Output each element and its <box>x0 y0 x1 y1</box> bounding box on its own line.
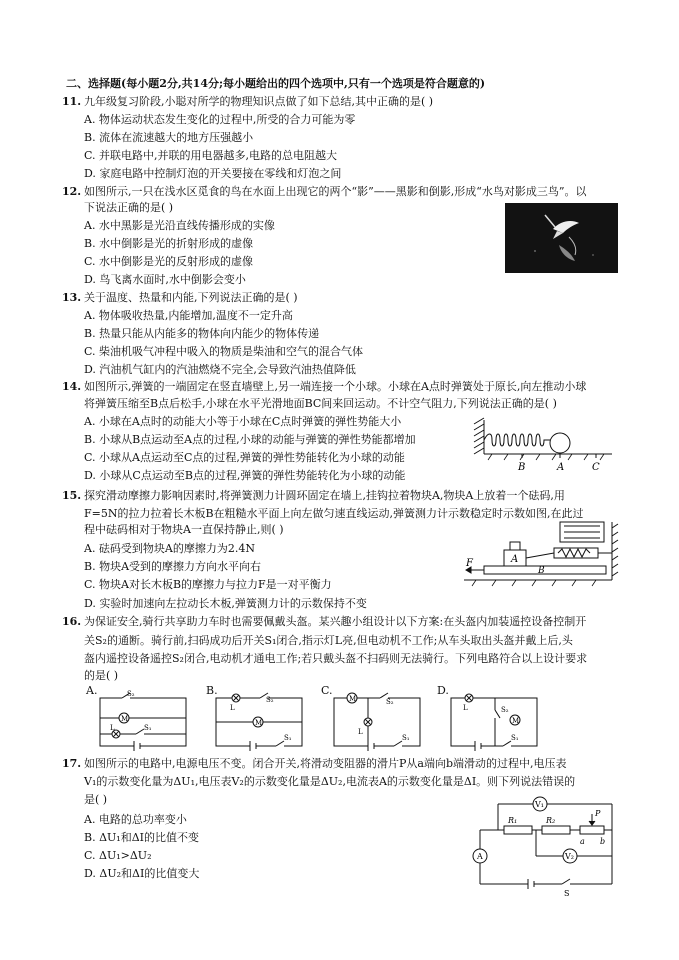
q12-option-c: C. 水中倒影是光的反射形成的虚像 <box>84 255 254 268</box>
q11-option-d: D. 家庭电路中控制灯泡的开关要接在零线和灯泡之间 <box>84 167 342 180</box>
q11-option-a: A. 物体运动状态发生变化的过程中,所受的合力可能为零 <box>84 113 356 126</box>
q16a-label-s1: S₁ <box>144 724 152 732</box>
q14-label-c: C <box>592 462 600 473</box>
q16-option-d-label: D. <box>437 684 449 697</box>
q15-label-b: B <box>538 566 545 576</box>
q17-option-a: A. 电路的总功率变小 <box>84 813 187 826</box>
q14-label-b: B <box>518 462 526 473</box>
q16-option-a-label: A. <box>86 684 98 697</box>
q12-number: 12. <box>62 185 82 198</box>
q16b-label-s2: S₂ <box>266 696 274 704</box>
q13-option-b: B. 热量只能从内能多的物体向内能少的物体传递 <box>84 327 320 340</box>
q16-number: 16. <box>62 615 82 628</box>
q11-number: 11. <box>62 95 82 108</box>
q15-option-c: C. 物块A对长木板B的摩擦力与拉力F是一对平衡力 <box>84 578 332 591</box>
q15-stem-line3: 程中砝码相对于物块A一直保持静止,则( ) <box>84 523 284 536</box>
q17-label-r1: R₁ <box>508 816 518 825</box>
q17-circuit-figure <box>470 794 620 898</box>
q13-number: 13. <box>62 291 82 304</box>
q17-option-b: B. ΔU₁和ΔI的比值不变 <box>84 831 199 844</box>
q16-stem-line4: 的是( ) <box>84 669 119 682</box>
q14-option-b: B. 小球从B点运动至A点的过程,小球的动能与弹簧的弹性势能都增加 <box>84 433 416 446</box>
q14-option-d: D. 小球从C点运动至B点的过程,弹簧的弹性势能转化为小球的动能 <box>84 469 406 482</box>
q16c-label-s2: S₂ <box>386 698 394 706</box>
q17-option-d: D. ΔU₂和ΔI的比值变大 <box>84 867 200 880</box>
q16-circuit-a <box>94 690 194 752</box>
q17-option-c: C. ΔU₁>ΔU₂ <box>84 849 152 862</box>
q12-bird-photo <box>505 203 618 273</box>
q17-label-v2: V₂ <box>565 852 574 861</box>
q16d-label-l: L <box>463 704 468 712</box>
q13-option-a: A. 物体吸收热量,内能增加,温度不一定升高 <box>84 309 293 322</box>
q12-option-a: A. 水中黑影是光沿直线传播形成的实像 <box>84 219 275 232</box>
q16-circuit-b <box>210 690 310 752</box>
q15-option-a: A. 砝码受到物块A的摩擦力为2.4N <box>84 542 255 555</box>
q17-stem-line3: 是( ) <box>84 793 108 806</box>
q15-option-d: D. 实验时加速向左拉动长木板,弹簧测力计的示数保持不变 <box>84 597 367 610</box>
q16-circuit-c <box>328 690 428 752</box>
q14-option-a: A. 小球在A点时的动能大小等于小球在C点时弹簧的弹性势能大小 <box>84 415 402 428</box>
q12-option-b: B. 水中倒影是光的折射形成的虚像 <box>84 237 254 250</box>
q11-stem: 九年级复习阶段,小聪对所学的物理知识点做了如下总结,其中正确的是( ) <box>84 95 434 108</box>
q14-option-c: C. 小球从A点运动至C点的过程,弹簧的弹性势能转化为小球的动能 <box>84 451 405 464</box>
q17-label-a-end: a <box>580 837 585 846</box>
q17-stem-line2: V₁的示数变化量为ΔU₁,电压表V₂的示数变化量是ΔU₂,电流表A的示数变化量是ΔI。则下列说法错误的 <box>84 775 576 788</box>
q12-option-d: D. 鸟飞离水面时,水中倒影会变小 <box>84 273 246 286</box>
q16c-label-m: M <box>349 695 357 703</box>
q17-label-b-end: b <box>600 837 606 846</box>
q17-label-r2: R₂ <box>546 816 556 825</box>
q11-option-b: B. 流体在流速越大的地方压强越小 <box>84 131 254 144</box>
q14-stem-line1: 如图所示,弹簧的一端固定在竖直墙壁上,另一端连接一个小球。小球在A点时弹簧处于原长,向左推动小球 <box>84 380 587 393</box>
q16a-label-m: M <box>121 715 129 723</box>
q13-option-c: C. 柴油机吸气冲程中吸入的物质是柴油和空气的混合气体 <box>84 345 364 358</box>
q15-option-b: B. 物块A受到的摩擦力方向水平向右 <box>84 560 262 573</box>
q16b-label-s1: S₁ <box>284 734 292 742</box>
q14-number: 14. <box>62 380 82 393</box>
q16d-label-m: M <box>512 717 520 725</box>
q15-number: 15. <box>62 489 82 502</box>
q16d-label-s1: S₁ <box>511 734 519 742</box>
q12-stem-line2: 下说法正确的是( ) <box>84 201 174 214</box>
q16c-label-l: L <box>358 728 363 736</box>
q11-option-c: C. 并联电路中,并联的用电器越多,电路的总电阻越大 <box>84 149 338 162</box>
q16-option-b-label: B. <box>206 684 218 697</box>
q15-label-f: F <box>466 558 473 569</box>
q16-stem-line3: 盔内遥控设备遥控S₂闭合,电动机才通电工作;若只戴头盔不扫码则无法骑行。下列电路符合以上设计要求 <box>84 652 588 665</box>
q14-spring-figure <box>462 414 622 474</box>
q16-stem-line1: 为保证安全,骑行共享助力车时也需要佩戴头盔。某兴趣小组设计以下方案:在头盔内加装遥控设备控制开 <box>84 615 587 628</box>
q17-stem-line1: 如图所示的电路中,电源电压不变。闭合开关,将滑动变阻器的滑片P从a端向b端滑动的过程中,电压表 <box>84 757 567 770</box>
q17-label-v1: V₁ <box>535 800 544 809</box>
q13-option-d: D. 汽油机气缸内的汽油燃烧不完全,会导致汽油热值降低 <box>84 363 356 376</box>
q16b-label-l: L <box>230 704 235 712</box>
q15-stem-line1: 探究滑动摩擦力影响因素时,将弹簧测力计圆环固定在墙上,挂钩拉着物块A,物块A上放着一个砝码,用 <box>84 489 565 502</box>
q12-stem-line1: 如图所示,一只在浅水区觅食的鸟在水面上出现它的两个“影”——黑影和倒影,形成“水鸟对影成三鸟”。以 <box>84 185 587 198</box>
q15-friction-figure <box>462 520 622 588</box>
q16-circuit-d <box>445 690 545 752</box>
q16d-label-s2: S₂ <box>501 706 509 714</box>
q16-option-c-label: C. <box>321 684 333 697</box>
q14-label-a: A <box>557 462 565 473</box>
q16-stem-line2: 关S₂的通断。骑行前,扫码成功后开关S₁闭合,指示灯L亮,但电动机不工作;从车头取出头盔并戴上后,头 <box>84 634 573 647</box>
q16b-label-m: M <box>255 719 263 727</box>
q15-label-a: A <box>511 554 519 565</box>
q14-stem-line2: 将弹簧压缩至B点后松手,小球在水平光滑地面BC间来回运动。不计空气阻力,下列说法正确的是( ) <box>84 397 557 410</box>
q16c-label-s1: S₁ <box>402 734 410 742</box>
q13-stem: 关于温度、热量和内能,下列说法正确的是( ) <box>84 291 298 304</box>
q17-label-switch: S <box>564 889 570 898</box>
q16a-label-l: L <box>110 724 115 732</box>
q15-stem-line2: F=5N的拉力拉着长木板B在粗糙水平面上向左做匀速直线运动,弹簧测力计示数稳定时示数如图,在此过 <box>84 507 584 520</box>
q17-number: 17. <box>62 757 82 770</box>
q16a-label-s2: S₂ <box>127 690 135 698</box>
q17-label-ammeter: A <box>477 852 483 861</box>
q17-label-p: P <box>595 809 601 818</box>
section-heading: 二、选择题(每小题2分,共14分;每小题给出的四个选项中,只有一个选项是符合题意的) <box>66 77 486 90</box>
